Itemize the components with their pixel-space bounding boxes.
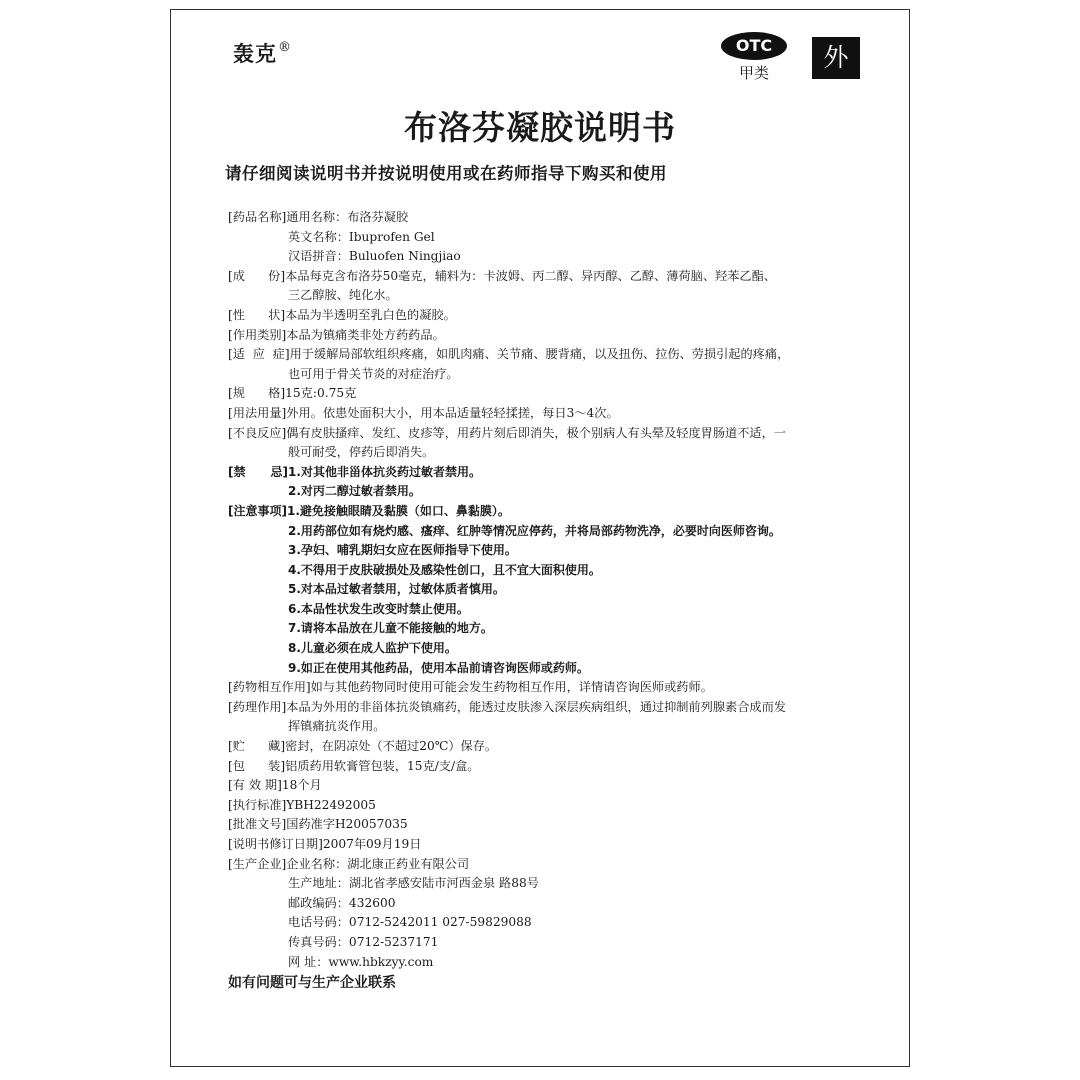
document-title: 布洛芬凝胶说明书 [404,108,676,147]
revision-text: 2007年09月19日 [322,837,422,851]
adverse-text: 偶有皮肤搔痒、发红、皮疹等，用药片刻后即消失，极个别病人有头晕及轻度胃肠道不适，一 [286,425,786,440]
interactions-text: 如与其他药物同时使用可能会发生药物相互作用，详情请咨询医师或药师。 [310,680,713,695]
revision-row [228,835,888,855]
section-label: [药物相互作用] [228,680,311,695]
section-label: [注意事项] [228,503,287,518]
spec-text: 15克:0.75克 [285,386,357,401]
precaution-item: 8.儿童必须在成人监护下使用。 [288,641,457,656]
precautions-row [228,502,888,522]
validity-text: 18个月 [281,778,322,793]
standard-text: YBH22492005 [286,797,376,812]
leaflet-content [228,208,888,972]
section-label: [药理作用] [228,699,287,714]
section-label: [用法用量] [228,405,287,420]
section-label: [生产企业] [228,856,287,871]
manufacturer-postcode: 邮政编码：432600 [288,895,396,910]
section-label: [成 份] [228,268,286,283]
appearance-text: 本品为半透明至乳白色的凝胶。 [285,307,456,322]
section-label: [包 装] [228,758,286,773]
pinyin-name-row: 汉语拼音：Buluofen Ningjiao [288,249,461,264]
footer-note: 如有问题可与生产企业联系 [228,975,396,991]
package-row [228,757,888,777]
external-use-badge: 外 [812,37,860,79]
pharmacology-row [228,698,888,718]
section-label: [有 效 期] [228,778,282,793]
section-label: [贮 藏] [228,739,286,754]
contraindication-item: 1.对其他非甾体抗炎药过敏者禁用。 [288,464,481,479]
indication-row [228,345,888,365]
adverse-row [228,424,888,444]
indication-row-cont: 也可用于骨关节炎的对症治疗。 [288,366,459,381]
precaution-item: 2.用药部位如有烧灼感、瘙痒、红肿等情况应停药，并将局部药物洗净，必要时向医师咨询。 [288,523,781,538]
otc-label: OTC [721,32,787,60]
company-name: 企业名称：湖北康正药业有限公司 [286,856,470,871]
manufacturer-address: 生产地址：湖北省孝感安陆市河西金泉 路88号 [288,876,539,891]
storage-text: 密封，在阴凉处（不超过20℃）保存。 [285,739,498,754]
appearance-row [228,306,888,326]
composition-row [228,267,888,287]
pharmacology-row-cont: 挥镇痛抗炎作用。 [288,719,386,734]
section-label: [性 状] [228,307,286,322]
manufacturer-fax: 传真号码：0712-5237171 [288,934,439,949]
validity-row [228,776,888,796]
section-label: [不良反应] [228,425,287,440]
drug-name-row [228,208,888,228]
manufacturer-row [228,855,888,875]
precaution-item: 1.避免接触眼睛及黏膜（如口、鼻黏膜）。 [286,503,510,518]
interactions-row [228,678,888,698]
precaution-item: 7.请将本品放在儿童不能接触的地方。 [288,621,493,636]
registered-mark: ® [278,40,292,55]
contraindication-row [228,463,888,483]
indication-text: 用于缓解局部软组织疼痛，如肌肉痛、关节痛、腰背痛，以及扭伤、拉伤、劳损引起的疼痛， [289,347,790,362]
section-label: [说明书修订日期] [228,837,323,851]
document-subtitle: 请仔细阅读说明书并按说明使用或在药师指导下购买和使用 [225,164,667,183]
section-label: [执行标准] [228,797,287,812]
manufacturer-phone: 电话号码：0712-5242011 027-59829088 [288,915,532,930]
storage-row [228,737,888,757]
otc-badge [718,32,790,83]
adverse-row-cont: 般可耐受，停药后即消失。 [288,445,435,460]
manufacturer-website: 网 址：www.hbkzyy.com [288,954,434,969]
precaution-item: 5.对本品过敏者禁用，过敏体质者慎用。 [288,582,505,597]
section-label: [作用类别] [228,327,287,342]
english-name-row: 英文名称：Ibuprofen Gel [288,229,435,244]
otc-class: 甲类 [738,64,769,82]
approval-row [228,815,888,835]
precaution-item: 6.本品性状发生改变时禁止使用。 [288,601,469,616]
pharmacology-text: 本品为外用的非甾体抗炎镇痛药，能透过皮肤渗入深层疾病组织，通过抑制前列腺素合成而发 [286,699,786,714]
section-label: [批准文号] [228,817,287,832]
spec-row [228,384,888,404]
composition-row-cont: 三乙醇胺、纯化水。 [288,288,398,303]
approval-text: 国药准字H20057035 [286,817,408,832]
contraindication-item: 2.对丙二醇过敏者禁用。 [288,484,421,499]
standard-row [228,796,888,816]
generic-name: 通用名称：布洛芬凝胶 [286,210,409,224]
category-row [228,326,888,346]
section-label: [禁 忌] [228,464,289,479]
package-text: 铝质药用软膏管包装，15克/支/盒。 [285,758,480,773]
section-label: [规 格] [228,386,286,401]
section-label: [适 应 症] [228,347,290,362]
dosage-row [228,404,888,424]
section-label: [药品名称] [228,210,287,224]
composition-text: 本品每克含布洛芬50毫克，辅料为：卡波姆、丙二醇、异丙醇、乙醇、薄荷脑、羟苯乙酯、 [285,268,776,283]
dosage-text: 外用。依患处面积大小，用本品适量轻轻揉搓，每日3～4次。 [286,405,619,420]
brand-name: 轰克® [233,40,292,66]
category-text: 本品为镇痛类非处方药药品。 [286,327,445,342]
precaution-item: 3.孕妇、哺乳期妇女应在医师指导下使用。 [288,543,517,558]
precaution-item: 4.不得用于皮肤破损处及感染性创口，且不宜大面积使用。 [288,562,601,577]
precaution-item: 9.如正在使用其他药品，使用本品前请咨询医师或药师。 [288,660,589,675]
